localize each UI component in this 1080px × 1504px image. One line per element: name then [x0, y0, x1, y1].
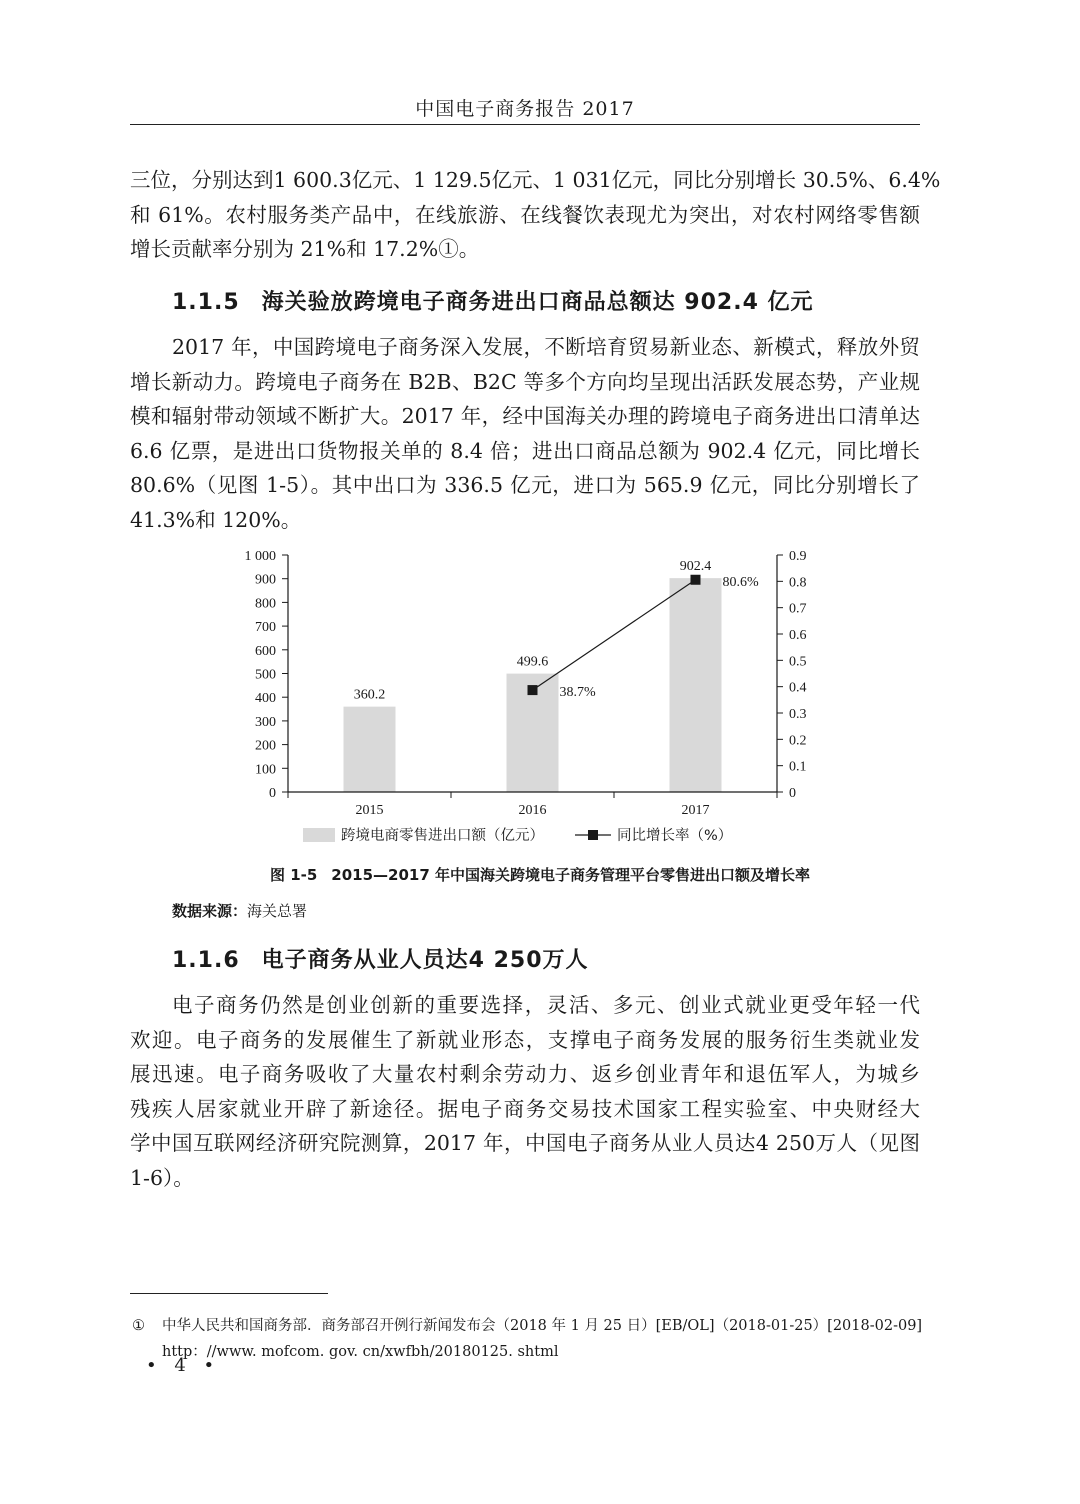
intro-paragraph: [130, 163, 941, 267]
paragraph-line: 增长贡献率分别为 21%和 17.2%①。: [130, 237, 480, 261]
legend-bar-label: 跨境电商零售进出口额（亿元）: [341, 828, 544, 844]
figure-number: 图 1-5: [269, 866, 318, 884]
growth-value-label: 80.6%: [722, 574, 759, 590]
paragraph-line: 1-6）。: [130, 1165, 194, 1190]
paragraph-line: 展迅速。电子商务吸收了大量农村剩余劳动力、返乡创业青年和退伍军人，为城乡: [130, 1062, 920, 1086]
figure-1-5-chart: [0, 540, 1080, 860]
right-tick-label: 0.9: [789, 549, 807, 564]
left-tick-label: 1 000: [244, 549, 276, 564]
paragraph-line: 学中国互联网经济研究院测算，2017 年，中国电子商务从业人员达4 250万人（见图: [130, 1131, 920, 1155]
section-number: 1.1.6: [172, 948, 240, 973]
section-heading-1-1-5: [172, 285, 814, 316]
bar: [670, 578, 722, 792]
x-tick-label: 2016: [518, 803, 547, 818]
left-tick-label: 400: [255, 691, 276, 707]
left-tick-label: 100: [255, 762, 276, 778]
right-tick-label: 0.7: [789, 601, 807, 617]
paragraph-line: 和 61%。农村服务类产品中，在线旅游、在线餐饮表现尤为突出，对农村网络零售额: [130, 202, 920, 227]
left-tick-label: 800: [255, 596, 276, 612]
source-label: 数据来源：: [172, 902, 248, 920]
paragraph-line: 6.6 亿票，是进出口货物报关单的 8.4 倍；进出口商品总额为 902.4 亿元，同比增长: [130, 438, 920, 463]
growth-point: [691, 575, 701, 585]
left-tick-label: 300: [255, 714, 276, 730]
paragraph-line: 残疾人居家就业开辟了新途径。据电子商务交易技术国家工程实验室、中央财经大: [130, 1096, 920, 1121]
header-rule: [130, 124, 920, 125]
right-tick-label: 0: [789, 786, 796, 801]
x-tick-label: 2017: [681, 803, 710, 818]
right-tick-label: 0.3: [789, 707, 807, 722]
data-source: [172, 900, 307, 921]
paragraph-line: 欢迎。电子商务的发展催生了新就业形态，支撑电子商务发展的服务衍生类就业发: [130, 1027, 920, 1052]
footnote: [130, 1313, 923, 1365]
right-tick-label: 0.1: [789, 759, 807, 775]
bar: [344, 707, 396, 792]
section-title: 电子商务从业人员达4 250万人: [261, 948, 589, 973]
footnote-line: 中华人民共和国商务部．商务部召开例行新闻发布会（2018 年 1 月 25 日）[EB/OL]（2018-01-25）[2018-02-09]: [162, 1318, 923, 1334]
paragraph-line: 41.3%和 120%。: [130, 507, 302, 532]
right-tick-label: 0.5: [789, 654, 807, 670]
section-heading-1-1-6: [172, 943, 589, 974]
running-header: 中国电子商务报告 2017: [415, 98, 635, 120]
paragraph-1-1-5: [130, 330, 920, 537]
right-tick-label: 0.2: [789, 733, 807, 749]
footnote-url: http：//www. mofcom. gov. cn/xwfbh/20180125. shtml: [162, 1344, 559, 1360]
right-tick-label: 0.8: [789, 575, 807, 591]
right-tick-label: 0.6: [789, 628, 807, 643]
paragraph-line: 增长新动力。跨境电子商务在 B2B、B2C 等多个方向均呈现出活跃发展态势，产业规: [130, 369, 920, 394]
footnote-rule: [130, 1293, 328, 1294]
legend-line-label: 同比增长率（%）: [617, 828, 733, 844]
section-title: 海关验放跨境电子商务进出口商品总额达 902.4 亿元: [261, 290, 814, 315]
bar-value-label: 902.4: [679, 559, 712, 575]
legend-line-marker: [588, 830, 598, 840]
left-tick-label: 900: [255, 572, 276, 588]
paragraph-line: 电子商务仍然是创业创新的重要选择，灵活、多元、创业式就业更受年轻一代: [172, 993, 920, 1017]
x-tick-label: 2015: [355, 803, 384, 818]
bar-value-label: 499.6: [516, 654, 549, 670]
footnote-mark: ①: [132, 1318, 145, 1334]
figure-caption-text: 2015—2017 年中国海关跨境电子商务管理平台零售进出口额及增长率: [331, 866, 811, 884]
left-tick-label: 500: [255, 667, 276, 683]
left-tick-label: 600: [255, 643, 276, 659]
paragraph-line: 三位，分别达到1 600.3亿元、1 129.5亿元、1 031亿元，同比分别增长 30.5%、6.4%: [130, 168, 941, 192]
left-tick-label: 700: [255, 620, 276, 636]
left-tick-label: 0: [269, 786, 276, 801]
growth-point: [528, 685, 538, 695]
left-tick-label: 200: [255, 738, 276, 754]
paragraph-1-1-6: [130, 988, 920, 1195]
figure-caption: [0, 864, 1080, 885]
right-tick-label: 0.4: [789, 680, 807, 696]
legend-bar-swatch: [303, 828, 335, 842]
growth-value-label: 38.7%: [559, 685, 596, 701]
bar-value-label: 360.2: [353, 687, 386, 703]
page-number: • 4 •: [146, 1355, 221, 1376]
paragraph-line: 2017 年，中国跨境电子商务深入发展，不断培育贸易新业态、新模式，释放外贸: [172, 335, 920, 359]
paragraph-line: 模和辐射带动领域不断扩大。2017 年，经中国海关办理的跨境电子商务进出口清单达: [130, 404, 920, 428]
paragraph-line: 80.6%（见图 1-5）。其中出口为 336.5 亿元，进口为 565.9 亿元，同比分别增长了: [130, 473, 920, 497]
source-text: 海关总署: [247, 902, 308, 920]
section-number: 1.1.5: [172, 290, 240, 315]
